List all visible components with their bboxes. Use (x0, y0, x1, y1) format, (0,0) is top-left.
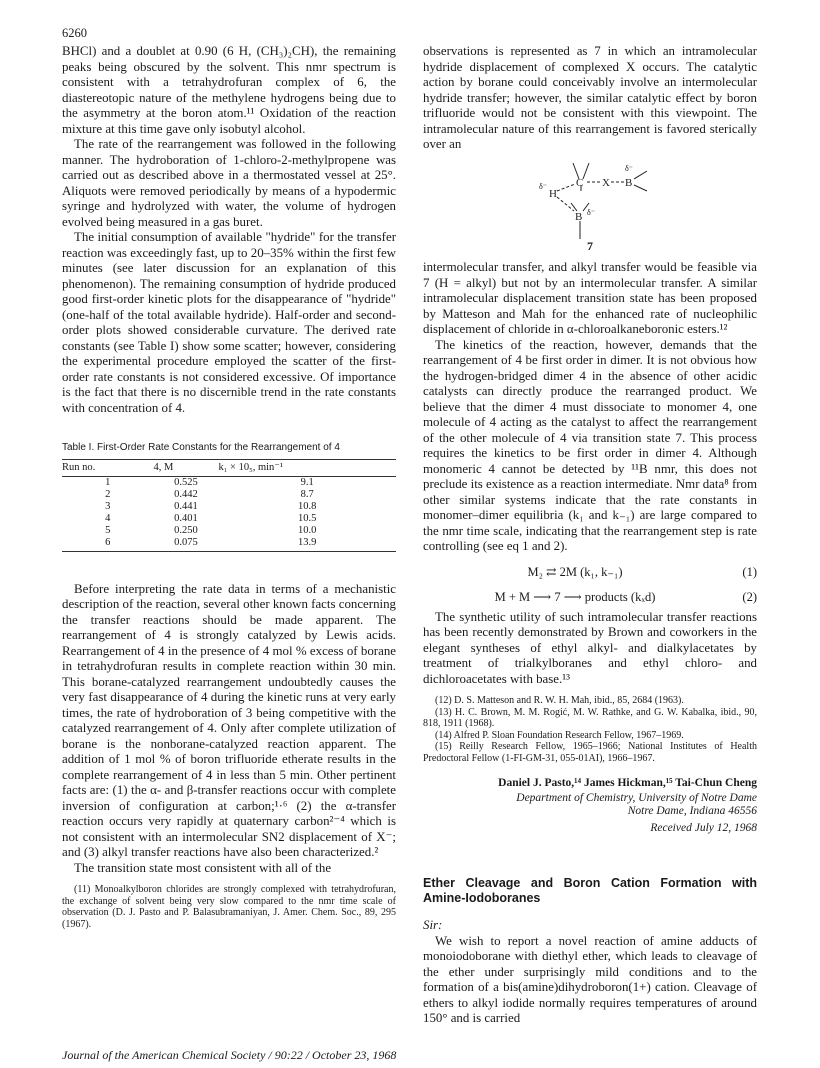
table-cell: 0.441 (174, 500, 198, 512)
table-header: 4, M (154, 459, 219, 476)
page-number: 6260 (62, 26, 87, 40)
table-cell: 0.250 (174, 524, 198, 536)
paragraph: intermolecular transfer, and alkyl transfer would be feasible via 7 (H = alkyl) but not by an intermolecular transfer. A similar intramolecular displacement transition state has been proposed by Matteson and Mah for the enhanced rate of nucleophilic displacement of chloride in α-chloroalkaneboronic esters.¹² (423, 260, 757, 336)
table-row (62, 489, 396, 501)
affiliation-line: Department of Chemistry, University of Notre Dame (516, 791, 757, 804)
atom-label: B (575, 210, 583, 223)
table-cell: 0.075 (154, 537, 219, 552)
equation-1 (423, 565, 757, 581)
paragraph: The kinetics of the reaction, however, demands that the rearrangement of 4 be first order in dimer. It is not obvious how the hydrogen-bridged dimer 4 in the absence of other acidic catalysts can directly produce the rearranged product. We believe that the dimer 4 must dissociate to monomer 4, one molecule of 4 acting as the catalyst to affect the rearrangement of the other molecule of 4 via transition state 7. This process requires the kinetics to be first order in dimer 4. Although monomeric 4 cannot be detected by ¹¹B nmr, this does not preclude its existence as a reaction intermediate. Nmr data⁸ from other similar systems indicate that the rate constants in monomer–dimer equilibria (k₁ and k₋₁) are large compared to the nmr time scale, indicating that the rearrangement step is rate controlling (see eq 1 and 2). (423, 337, 757, 553)
table-cell: 8.7 (300, 488, 314, 500)
article-title: Ether Cleavage and Boron Cation Formation with Amine-Iodoboranes (423, 876, 757, 905)
table-cell: 5 (105, 524, 111, 536)
equation-expression: M₂ ⇄ 2M (k₁, k₋₁) (527, 564, 623, 579)
table-cell: 6 (62, 537, 154, 552)
structure-label: 7 (587, 238, 593, 253)
references (423, 695, 757, 764)
paragraph: Before interpreting the rate data in terms of a mechanistic description of the reaction, several other known facts concerning the transfer reactions should be made apparent. The rearrangement of 4 is strongly catalyzed by Lewis acids. Rearrangement of 4 in the presence of 4 mol % excess of borane in tetrahydrofuran results in complete reaction within 30 min. This borane-catalyzed rearrangement undoubtedly causes the very fast disappearance of 4 during the kinetic runs at very early times, the rate of hydroboration of 3 being competitive with the catalyzed rearrangement of 4. Only after complete utilization of borane is the nonborane-catalyzed reaction apparent. The addition of 1 mol % of boron trifluoride etherate results in the complete rearrangement of 4 in less than 5 min. Other pertinent facts are: (1) the α- and β-transfer reactions occur with complete inversion of configuration at carbon;¹·⁶ (2) the α-transfer reaction occurs very rapidly at quaternary carbon²⁻⁴ which is not consistent with an intermolecular SN2 displacement of X⁻; and (3) alkyl transfer reactions have also been characterized.² (62, 581, 396, 859)
table-cell: 10.8 (298, 500, 317, 512)
atom-label: B (625, 176, 633, 189)
authors: Daniel J. Pasto,¹⁴ James Hickman,¹⁵ Tai-Chun Cheng (498, 777, 757, 789)
table-cell: 4 (105, 512, 111, 524)
salutation: Sir: (423, 918, 443, 932)
table-row (62, 501, 396, 513)
reference: (14) Alfred P. Sloan Foundation Research Fellow, 1967–1969. (435, 729, 684, 741)
footnote (62, 884, 396, 930)
atom-label: X (602, 176, 610, 189)
rate-constants-table (62, 459, 396, 552)
paragraph: The initial consumption of available "hydride" for the transfer reaction was exceedingly fast, up to 20–35% within the first few minutes (see later discussion for an explanation of this phenomenon). The remaining consumption of hydride produced good first-order kinetic plots for the disappearance of "hydride" (one-half of the total available hydride). Half-order and second-order plots showed considerable curvature. The derived rate constants (see Table I) show some scatter; however, considering the experimental procedure employed the scatter of the first-order rate constants is not considered excessive. Of importance is the fact that there is no discernible trend in the rate constants with concentration of 4. (62, 230, 396, 415)
table-cell: 0.525 (174, 476, 198, 488)
partial-charge: δ⁻ (625, 163, 633, 173)
equation-number: (1) (742, 564, 757, 579)
reference: (12) D. S. Matteson and R. W. H. Mah, ibid., 85, 2684 (1963). (435, 695, 684, 706)
table-cell: 10.0 (298, 524, 317, 536)
table-cell: 9.1 (300, 476, 314, 488)
reference: (13) H. C. Brown, M. M. Rogić, M. W. Rathke, and G. W. Kabalka, ibid., 90, 818, 1911 (1968). (423, 706, 757, 729)
paragraph: We wish to report a novel reaction of amine adducts of monoiodoborane with diethyl ether, which leads to cleavage of the ether under surprisingly mild conditions and to the formation of a bis(amine)dihydroboron(1+) cation. Cleavage of ethers to alkyl iodide normally requires temperatures of around 150° and is carried (423, 933, 757, 1025)
footnote-11: (11) Monoalkylboron chlorides are strongly complexed with tetrahydrofuran, the exchange of solvent being very slow compared to the nmr time scale of observation (D. J. Pasto and P. Balasubramaniyan, J. Amer. Chem. Soc., 89, 295 (1967). (62, 884, 396, 930)
partial-charge: δ⁻ (587, 207, 595, 217)
paragraph: The synthetic utility of such intramolecular transfer reactions has been recently demonstrated by Brown and coworkers in the elegant syntheses of ethyl alkyl- and dialkylacetates by treatment of trialkylboranes and ethyl chloro- and dichloroacetates with base.¹³ (423, 609, 757, 686)
table-row (62, 513, 396, 525)
table-header: Run no. (62, 459, 154, 476)
left-column (62, 44, 396, 930)
equation-expression: M + M ⟶ 7 ⟶ products (kₓd) (494, 590, 656, 604)
equation-number: (2) (742, 590, 757, 604)
table-row (62, 537, 396, 552)
journal-footer: Journal of the American Chemical Society / 90:22 / October 23, 1968 (62, 1048, 397, 1062)
equation-2 (423, 590, 757, 606)
table-cell: 3 (105, 500, 111, 512)
received-date: Received July 12, 1968 (650, 821, 757, 834)
paragraph: The transition state most consistent with all of the (74, 860, 332, 875)
affiliation-line: Notre Dame, Indiana 46556 (627, 805, 757, 817)
table-cell: 0.442 (174, 488, 198, 500)
table-cell: 0.401 (174, 512, 198, 524)
table-cell: 13.9 (218, 537, 396, 552)
paragraph: observations is represented as 7 in which an intramolecular hydride displacement of complexed X occurs. The catalytic action by borane could conceivably involve an intermolecular hydride transfer; however, the similar catalytic effect by boron trifluoride would not be consistent with this viewpoint. The intramolecular nature of this rearrangement is favored sterically over an (423, 44, 757, 151)
table-header: k₁ × 10₅, min⁻¹ (218, 459, 396, 476)
transition-state-structure (423, 153, 757, 241)
table-row (62, 476, 396, 489)
paragraph: BHCl) and a doublet at 0.90 (6 H, (CH₃)₂CH), the remaining peaks being obscured by the solvent. This nmr spectrum is consistent with a tetrahydrofuran complex of 6, the diastereotopic nature of the methylene hydrogens being due to the asymmetry at the boron atom.¹¹ Oxidation of the reaction mixture at this time gave only isobutyl alcohol. (62, 44, 396, 136)
atom-label: H (549, 187, 557, 200)
atom-label: C (576, 176, 584, 189)
table-caption: Table I. First-Order Rate Constants for the Rearrangement of 4 (62, 442, 340, 453)
paragraph: The rate of the rearrangement was followed in the following manner. The hydroboration of 1-chloro-2-methylpropene was carried out as described above in a thermostated vessel at 25°. Aliquots were removed periodically by means of a hypodermic syringe and hydrolyzed with water, the volume of hydrogen evolved being measured in a gas buret. (62, 137, 396, 229)
partial-charge: δ⁻ (539, 181, 547, 191)
table-row (62, 525, 396, 537)
table-cell: 1 (105, 476, 111, 488)
table-cell: 10.5 (298, 512, 317, 524)
structure-drawing (513, 155, 673, 241)
right-column (423, 44, 757, 1027)
table-cell: 2 (105, 488, 111, 500)
reference: (15) Reilly Research Fellow, 1965–1966; National Institutes of Health Predoctoral Fellow (1-FI-GM-31, 055-01AI), 1966–1967. (423, 741, 757, 764)
